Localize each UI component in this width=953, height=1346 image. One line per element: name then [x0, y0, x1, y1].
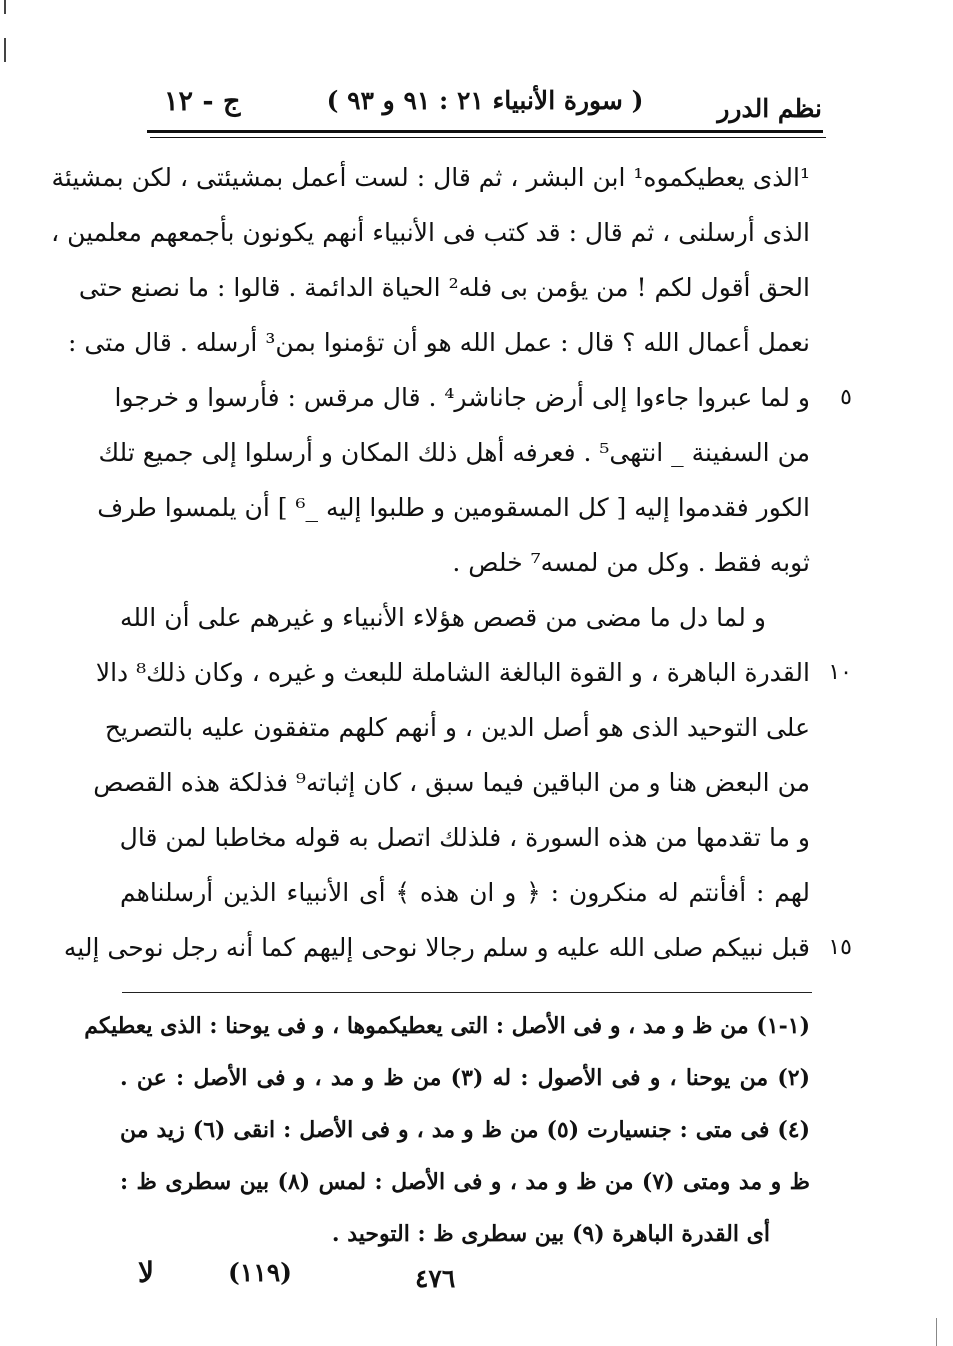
- signature-mark: لا: [138, 1256, 154, 1289]
- line-text: نعمل أعمال الله ؟ قال : عمل الله هو أن تؤمنوا بمن³ أرسله . قال متى :: [68, 328, 810, 357]
- folio-number: (١١٩): [228, 1258, 292, 1287]
- text-line: [51, 205, 810, 260]
- line-text: قبل نبيكم صلى الله عليه و سلم رجالا نوحى إليهم كما أنه رجل نوحى إليه: [63, 933, 810, 962]
- footnote-line: (٤) فى متى : جنسيارت (٥) من ظ و مد ، و فى الأصل : انقى (٦) زيد من: [120, 1117, 810, 1143]
- line-number: ١٥: [828, 935, 852, 960]
- line-text: الحق أقول لكم ! من يؤمن بى فله² الحياة الدائمة . قالوا : ما نصنع حتى: [78, 273, 810, 302]
- text-line: [93, 755, 810, 810]
- header-rule-thin: [150, 137, 826, 138]
- scan-edge-mark: [4, 38, 6, 62]
- line-number: ١٠: [828, 660, 852, 685]
- footnote-line: (١-١) من ظ و مد ، و فى الأصل : التى يعطيكموها ، و فى يوحنا : الذى يعطيكم: [84, 1013, 810, 1039]
- footnote-line: ظ و مد ومتى (٧) من ظ و مد ، و فى الأصل : لمس (٨) بين سطرى ظ :: [120, 1169, 810, 1195]
- line-text: الذى أرسلنى ، ثم قال : قد كتب فى الأنبياء أنهم يكونون بأجمعهم معلمين ،: [51, 218, 810, 247]
- text-line: [95, 645, 852, 700]
- text-line: [104, 700, 810, 755]
- text-line: [120, 865, 810, 920]
- scan-edge-mark: [936, 1318, 937, 1346]
- footnote-line: (٢) من يوحنا ، و فى الأصول : له (٣) من ظ و مد ، و فى الأصل : عن .: [120, 1065, 810, 1091]
- line-text: و ما تقدمها من هذه السورة ، فلذلك اتصل به قوله مخاطبا لمن قال: [119, 823, 810, 852]
- text-line: [97, 480, 810, 535]
- line-number: ٥: [840, 385, 852, 410]
- text-line: [98, 425, 810, 480]
- text-line: [51, 150, 810, 205]
- page-footer: [120, 1256, 810, 1296]
- text-line: [68, 315, 810, 370]
- line-text: و لما عبروا جاءوا إلى أرض جاناشر⁴ . قال مرقس : فأرسوا و خرجوا: [114, 383, 810, 412]
- running-header: [150, 86, 822, 126]
- text-line: [120, 590, 810, 645]
- text-line: [114, 370, 852, 425]
- line-text: ¹الذى يعطيكموه¹ ابن البشر ، ثم قال : لست أعمل بمشيئتى ، لكن بمشيئة: [51, 163, 810, 192]
- book-title: نظم الدرر: [717, 94, 822, 123]
- line-text: من السفينة _ انتهى⁵ . فعرفه أهل ذلك المكان و أرسلوا إلى جميع تلك: [98, 438, 810, 467]
- line-text: لهم : أفأنتم له منكرون : ﴿ و ان هذه ﴾ أى الأنبياء الذين أرسلناهم: [120, 878, 810, 907]
- main-text: [51, 150, 852, 975]
- volume-number: ج - ١٢: [164, 86, 241, 117]
- surah-reference: ( سورة الأنبياء ٢١ : ٩١ و ٩٣ ): [326, 86, 644, 115]
- line-text: من البعض هنا و من الباقين فيما سبق ، كان إثباته⁹ فذلكة هذه القصص: [93, 768, 810, 797]
- page-number: ٤٧٦: [415, 1264, 456, 1293]
- text-line: [120, 535, 810, 590]
- line-text: ثوبه فقط . وكل من لمسه⁷ خلص .: [452, 548, 810, 577]
- line-text: الكور فقدموا إليه [ كل المسقومين و طلبوا إليه _⁶ ] أن يلمسوا طرف: [97, 493, 810, 522]
- text-line: [78, 260, 810, 315]
- footnote-rule: [122, 992, 812, 993]
- header-rule-thick: [147, 130, 823, 133]
- footnotes: [84, 1000, 810, 1260]
- text-line: [120, 810, 810, 865]
- line-text: على التوحيد الذى هو أصل الدين ، و أنهم كلهم متفقون عليه بالتصريح: [104, 713, 810, 742]
- text-line: [63, 920, 852, 975]
- scan-edge-mark: [4, 0, 6, 14]
- footnote-line: أى القدرة الباهرة (٩) بين سطرى ظ : التوحيد .: [331, 1221, 770, 1247]
- line-text: و لما دل ما مضى من قصص هؤلاء الأنبياء و غيرهم على أن الله: [120, 603, 766, 632]
- line-text: القدرة الباهرة ، و القوة البالغة الشاملة للبعث و غيره ، وكان ذلك⁸ دالا: [95, 658, 810, 687]
